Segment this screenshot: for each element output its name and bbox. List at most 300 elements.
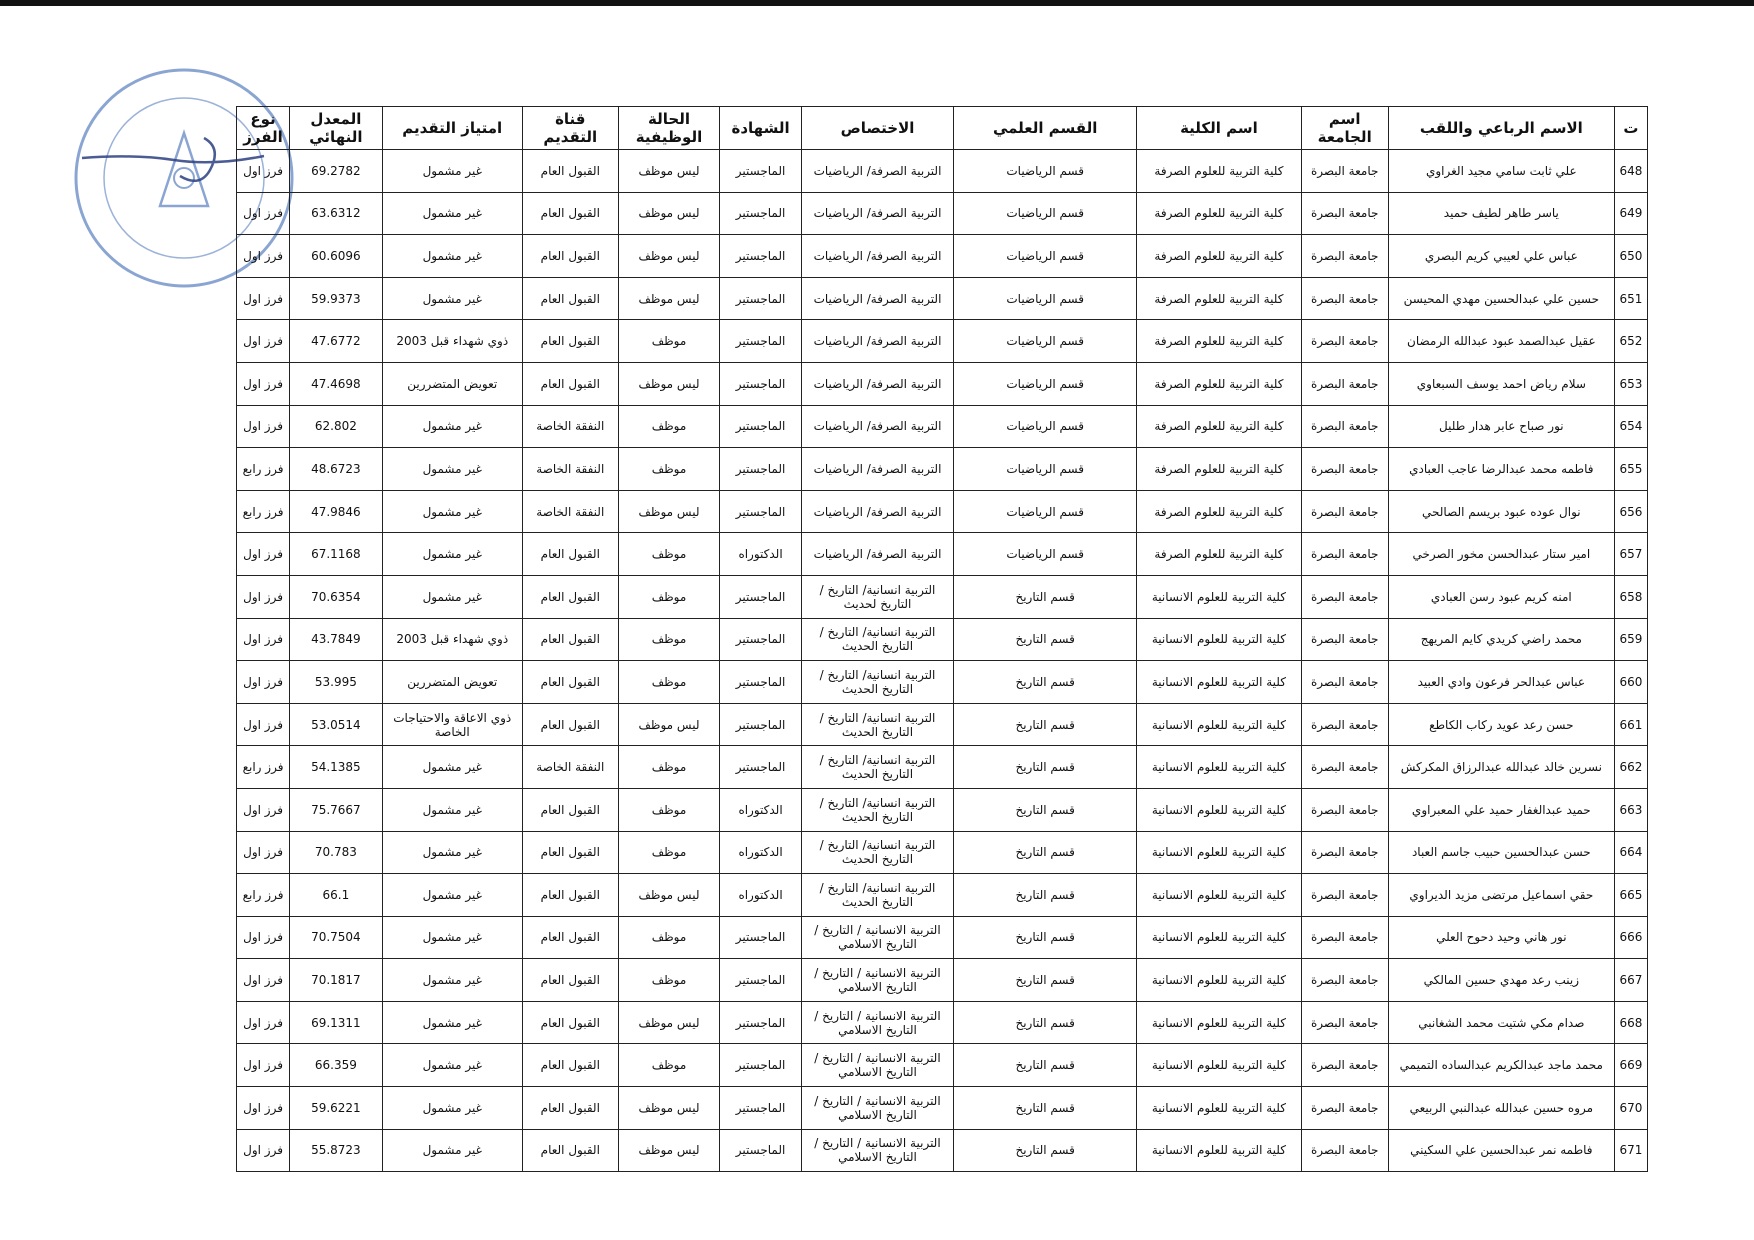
college-cell: كلية التربية للعلوم الصرفة bbox=[1137, 448, 1301, 491]
name-cell: ياسر طاهر لطيف حميد bbox=[1388, 192, 1614, 235]
department-cell: قسم التاريخ bbox=[954, 746, 1137, 789]
header-row bbox=[237, 107, 1648, 150]
privilege-cell: ذوي شهداء قبل 2003 bbox=[382, 320, 522, 363]
average-cell: 53.995 bbox=[290, 661, 383, 704]
sort-type-cell: فرز رابع bbox=[237, 874, 290, 917]
average-cell: 47.4698 bbox=[290, 362, 383, 405]
seq-cell: 666 bbox=[1614, 916, 1647, 959]
university-cell: جامعة البصرة bbox=[1301, 1129, 1388, 1172]
table-row bbox=[237, 831, 1648, 874]
sort-type-cell: فرز اول bbox=[237, 575, 290, 618]
department-cell: قسم التاريخ bbox=[954, 703, 1137, 746]
specialization-cell: التربية الانسانية / التاريخ / التاريخ الاسلامي bbox=[801, 959, 953, 1002]
average-cell: 55.8723 bbox=[290, 1129, 383, 1172]
name-cell: حسن عبدالحسين حبيب جاسم العباد bbox=[1388, 831, 1614, 874]
university-cell: جامعة البصرة bbox=[1301, 874, 1388, 917]
channel-cell: القبول العام bbox=[522, 1001, 618, 1044]
privilege-cell: غير مشمول bbox=[382, 1129, 522, 1172]
university-cell: جامعة البصرة bbox=[1301, 150, 1388, 193]
college-cell: كلية التربية للعلوم الانسانية bbox=[1137, 703, 1301, 746]
channel-cell: النفقة الخاصة bbox=[522, 405, 618, 448]
sort-type-cell: فرز اول bbox=[237, 277, 290, 320]
employment-cell: ليس موظف bbox=[618, 277, 719, 320]
department-cell: قسم التاريخ bbox=[954, 959, 1137, 1002]
sort-type-cell: فرز رابع bbox=[237, 490, 290, 533]
employment-cell: ليس موظف bbox=[618, 235, 719, 278]
degree-cell: الماجستير bbox=[720, 575, 802, 618]
average-cell: 43.7849 bbox=[290, 618, 383, 661]
channel-cell: القبول العام bbox=[522, 235, 618, 278]
department-cell: قسم الرياضيات bbox=[954, 192, 1137, 235]
average-cell: 69.2782 bbox=[290, 150, 383, 193]
channel-cell: القبول العام bbox=[522, 533, 618, 576]
channel-cell: القبول العام bbox=[522, 192, 618, 235]
table-row bbox=[237, 490, 1648, 533]
specialization-cell: التربية انسانية/ التاريخ / التاريخ الحديث bbox=[801, 703, 953, 746]
degree-cell: الماجستير bbox=[720, 1087, 802, 1130]
department-cell: قسم التاريخ bbox=[954, 1044, 1137, 1087]
name-cell: عباس علي لعيبي كريم البصري bbox=[1388, 235, 1614, 278]
university-cell: جامعة البصرة bbox=[1301, 405, 1388, 448]
sort-type-cell: فرز رابع bbox=[237, 448, 290, 491]
average-cell: 66.1 bbox=[290, 874, 383, 917]
specialization-cell: التربية الانسانية / التاريخ / التاريخ الاسلامي bbox=[801, 1087, 953, 1130]
table-row bbox=[237, 405, 1648, 448]
university-cell: جامعة البصرة bbox=[1301, 448, 1388, 491]
seq-cell: 656 bbox=[1614, 490, 1647, 533]
seq-cell: 657 bbox=[1614, 533, 1647, 576]
department-cell: قسم الرياضيات bbox=[954, 320, 1137, 363]
university-cell: جامعة البصرة bbox=[1301, 916, 1388, 959]
privilege-cell: غير مشمول bbox=[382, 405, 522, 448]
table-row bbox=[237, 448, 1648, 491]
channel-cell: النفقة الخاصة bbox=[522, 490, 618, 533]
col-header-department: القسم العلمي bbox=[954, 107, 1137, 150]
channel-cell: القبول العام bbox=[522, 916, 618, 959]
specialization-cell: التربية الصرفة/ الرياضيات bbox=[801, 405, 953, 448]
department-cell: قسم الرياضيات bbox=[954, 405, 1137, 448]
name-cell: زينب رعد مهدي حسين المالكي bbox=[1388, 959, 1614, 1002]
channel-cell: القبول العام bbox=[522, 874, 618, 917]
degree-cell: الماجستير bbox=[720, 150, 802, 193]
college-cell: كلية التربية للعلوم الانسانية bbox=[1137, 661, 1301, 704]
college-cell: كلية التربية للعلوم الصرفة bbox=[1137, 405, 1301, 448]
table-row bbox=[237, 1087, 1648, 1130]
channel-cell: القبول العام bbox=[522, 277, 618, 320]
seq-cell: 670 bbox=[1614, 1087, 1647, 1130]
table-row bbox=[237, 533, 1648, 576]
college-cell: كلية التربية للعلوم الانسانية bbox=[1137, 575, 1301, 618]
university-cell: جامعة البصرة bbox=[1301, 788, 1388, 831]
seq-cell: 669 bbox=[1614, 1044, 1647, 1087]
seq-cell: 659 bbox=[1614, 618, 1647, 661]
employment-cell: موظف bbox=[618, 320, 719, 363]
channel-cell: القبول العام bbox=[522, 959, 618, 1002]
degree-cell: الماجستير bbox=[720, 703, 802, 746]
employment-cell: ليس موظف bbox=[618, 874, 719, 917]
department-cell: قسم الرياضيات bbox=[954, 533, 1137, 576]
col-header-sort-type: نوع الفرز bbox=[237, 107, 290, 150]
privilege-cell: غير مشمول bbox=[382, 277, 522, 320]
specialization-cell: التربية الانسانية / التاريخ / التاريخ الاسلامي bbox=[801, 1044, 953, 1087]
employment-cell: موظف bbox=[618, 618, 719, 661]
name-cell: صدام مكي شتيت محمد الشغانبي bbox=[1388, 1001, 1614, 1044]
university-cell: جامعة البصرة bbox=[1301, 746, 1388, 789]
name-cell: مروه حسين عبدالله عبدالنبي الربيعي bbox=[1388, 1087, 1614, 1130]
privilege-cell: ذوي شهداء قبل 2003 bbox=[382, 618, 522, 661]
average-cell: 54.1385 bbox=[290, 746, 383, 789]
college-cell: كلية التربية للعلوم الصرفة bbox=[1137, 235, 1301, 278]
seq-cell: 652 bbox=[1614, 320, 1647, 363]
seq-cell: 658 bbox=[1614, 575, 1647, 618]
employment-cell: موظف bbox=[618, 1044, 719, 1087]
name-cell: فاطمه محمد عبدالرضا عاجب العبادي bbox=[1388, 448, 1614, 491]
employment-cell: موظف bbox=[618, 448, 719, 491]
employment-cell: موظف bbox=[618, 916, 719, 959]
department-cell: قسم التاريخ bbox=[954, 1087, 1137, 1130]
employment-cell: موظف bbox=[618, 405, 719, 448]
sort-type-cell: فرز اول bbox=[237, 661, 290, 704]
sort-type-cell: فرز اول bbox=[237, 362, 290, 405]
department-cell: قسم التاريخ bbox=[954, 874, 1137, 917]
specialization-cell: التربية الصرفة/ الرياضيات bbox=[801, 235, 953, 278]
name-cell: حقي اسماعيل مرتضى مزيد الديراوي bbox=[1388, 874, 1614, 917]
seq-cell: 648 bbox=[1614, 150, 1647, 193]
specialization-cell: التربية انسانية/ التاريخ / التاريخ الحديث bbox=[801, 746, 953, 789]
privilege-cell: غير مشمول bbox=[382, 490, 522, 533]
sort-type-cell: فرز اول bbox=[237, 703, 290, 746]
college-cell: كلية التربية للعلوم الانسانية bbox=[1137, 618, 1301, 661]
channel-cell: القبول العام bbox=[522, 1087, 618, 1130]
sort-type-cell: فرز اول bbox=[237, 320, 290, 363]
specialization-cell: التربية الصرفة/ الرياضيات bbox=[801, 277, 953, 320]
privilege-cell: غير مشمول bbox=[382, 788, 522, 831]
degree-cell: الماجستير bbox=[720, 1044, 802, 1087]
degree-cell: الماجستير bbox=[720, 1001, 802, 1044]
employment-cell: ليس موظف bbox=[618, 150, 719, 193]
seq-cell: 660 bbox=[1614, 661, 1647, 704]
college-cell: كلية التربية للعلوم الانسانية bbox=[1137, 1001, 1301, 1044]
privilege-cell: ذوي الاعاقة والاحتياجات الخاصة bbox=[382, 703, 522, 746]
privilege-cell: غير مشمول bbox=[382, 448, 522, 491]
sort-type-cell: فرز رابع bbox=[237, 746, 290, 789]
employment-cell: موظف bbox=[618, 661, 719, 704]
college-cell: كلية التربية للعلوم الانسانية bbox=[1137, 1129, 1301, 1172]
channel-cell: القبول العام bbox=[522, 320, 618, 363]
department-cell: قسم التاريخ bbox=[954, 661, 1137, 704]
degree-cell: الماجستير bbox=[720, 746, 802, 789]
department-cell: قسم الرياضيات bbox=[954, 150, 1137, 193]
average-cell: 47.9846 bbox=[290, 490, 383, 533]
college-cell: كلية التربية للعلوم الانسانية bbox=[1137, 874, 1301, 917]
average-cell: 70.1817 bbox=[290, 959, 383, 1002]
degree-cell: الدكتوراه bbox=[720, 831, 802, 874]
col-header-degree: الشهادة bbox=[720, 107, 802, 150]
specialization-cell: التربية الصرفة/ الرياضيات bbox=[801, 362, 953, 405]
table-row bbox=[237, 1001, 1648, 1044]
college-cell: كلية التربية للعلوم الصرفة bbox=[1137, 320, 1301, 363]
channel-cell: القبول العام bbox=[522, 1044, 618, 1087]
university-cell: جامعة البصرة bbox=[1301, 362, 1388, 405]
degree-cell: الماجستير bbox=[720, 405, 802, 448]
name-cell: فاطمه نمر عبدالحسين علي السكيني bbox=[1388, 1129, 1614, 1172]
table-body bbox=[237, 150, 1648, 1172]
channel-cell: القبول العام bbox=[522, 661, 618, 704]
name-cell: نسرين خالد عبدالله عبدالرزاق المكركش bbox=[1388, 746, 1614, 789]
specialization-cell: التربية الانسانية / التاريخ / التاريخ الاسلامي bbox=[801, 1001, 953, 1044]
privilege-cell: تعويض المتضررين bbox=[382, 362, 522, 405]
col-header-seq: ت bbox=[1614, 107, 1647, 150]
department-cell: قسم التاريخ bbox=[954, 575, 1137, 618]
college-cell: كلية التربية للعلوم الانسانية bbox=[1137, 788, 1301, 831]
department-cell: قسم الرياضيات bbox=[954, 235, 1137, 278]
average-cell: 69.1311 bbox=[290, 1001, 383, 1044]
degree-cell: الماجستير bbox=[720, 959, 802, 1002]
seq-cell: 650 bbox=[1614, 235, 1647, 278]
sort-type-cell: فرز اول bbox=[237, 1001, 290, 1044]
results-table bbox=[236, 106, 1648, 1172]
privilege-cell: غير مشمول bbox=[382, 575, 522, 618]
employment-cell: موظف bbox=[618, 788, 719, 831]
employment-cell: موظف bbox=[618, 533, 719, 576]
channel-cell: القبول العام bbox=[522, 362, 618, 405]
department-cell: قسم التاريخ bbox=[954, 788, 1137, 831]
university-cell: جامعة البصرة bbox=[1301, 1001, 1388, 1044]
department-cell: قسم التاريخ bbox=[954, 1129, 1137, 1172]
sort-type-cell: فرز اول bbox=[237, 1087, 290, 1130]
name-cell: نور صباح عابر هدار طليل bbox=[1388, 405, 1614, 448]
col-header-specialization: الاختصاص bbox=[801, 107, 953, 150]
specialization-cell: التربية انسانية/ التاريخ / التاريخ لحديث bbox=[801, 575, 953, 618]
seq-cell: 668 bbox=[1614, 1001, 1647, 1044]
average-cell: 70.7504 bbox=[290, 916, 383, 959]
table-row bbox=[237, 874, 1648, 917]
employment-cell: موظف bbox=[618, 831, 719, 874]
name-cell: حسين علي عبدالحسين مهدي المحيسن bbox=[1388, 277, 1614, 320]
channel-cell: النفقة الخاصة bbox=[522, 448, 618, 491]
sort-type-cell: فرز اول bbox=[237, 235, 290, 278]
university-cell: جامعة البصرة bbox=[1301, 192, 1388, 235]
name-cell: محمد ماجد عبدالكريم عبدالساده التميمي bbox=[1388, 1044, 1614, 1087]
table-row bbox=[237, 703, 1648, 746]
university-cell: جامعة البصرة bbox=[1301, 277, 1388, 320]
sort-type-cell: فرز اول bbox=[237, 405, 290, 448]
department-cell: قسم التاريخ bbox=[954, 1001, 1137, 1044]
privilege-cell: غير مشمول bbox=[382, 1044, 522, 1087]
college-cell: كلية التربية للعلوم الصرفة bbox=[1137, 490, 1301, 533]
specialization-cell: التربية الصرفة/ الرياضيات bbox=[801, 448, 953, 491]
university-cell: جامعة البصرة bbox=[1301, 661, 1388, 704]
average-cell: 62.802 bbox=[290, 405, 383, 448]
sort-type-cell: فرز اول bbox=[237, 1044, 290, 1087]
university-cell: جامعة البصرة bbox=[1301, 831, 1388, 874]
privilege-cell: غير مشمول bbox=[382, 192, 522, 235]
channel-cell: القبول العام bbox=[522, 618, 618, 661]
name-cell: عباس عبدالحر فرعون وادي العبيد bbox=[1388, 661, 1614, 704]
average-cell: 59.9373 bbox=[290, 277, 383, 320]
channel-cell: القبول العام bbox=[522, 575, 618, 618]
col-header-employment: الحالة الوظيفية bbox=[618, 107, 719, 150]
table-row bbox=[237, 1044, 1648, 1087]
table-row bbox=[237, 362, 1648, 405]
privilege-cell: غير مشمول bbox=[382, 1001, 522, 1044]
specialization-cell: التربية انسانية/ التاريخ / التاريخ الحديث bbox=[801, 831, 953, 874]
col-header-final-average: المعدل النهائي bbox=[290, 107, 383, 150]
average-cell: 47.6772 bbox=[290, 320, 383, 363]
employment-cell: موظف bbox=[618, 959, 719, 1002]
table-row bbox=[237, 1129, 1648, 1172]
employment-cell: موظف bbox=[618, 575, 719, 618]
employment-cell: ليس موظف bbox=[618, 1001, 719, 1044]
specialization-cell: التربية انسانية/ التاريخ / التاريخ الحديث bbox=[801, 661, 953, 704]
seq-cell: 651 bbox=[1614, 277, 1647, 320]
seq-cell: 667 bbox=[1614, 959, 1647, 1002]
table-row bbox=[237, 916, 1648, 959]
university-cell: جامعة البصرة bbox=[1301, 703, 1388, 746]
degree-cell: الماجستير bbox=[720, 192, 802, 235]
department-cell: قسم الرياضيات bbox=[954, 277, 1137, 320]
seq-cell: 663 bbox=[1614, 788, 1647, 831]
channel-cell: القبول العام bbox=[522, 1129, 618, 1172]
privilege-cell: غير مشمول bbox=[382, 235, 522, 278]
col-header-channel: قناة التقديم bbox=[522, 107, 618, 150]
university-cell: جامعة البصرة bbox=[1301, 575, 1388, 618]
average-cell: 63.6312 bbox=[290, 192, 383, 235]
degree-cell: الدكتوراه bbox=[720, 788, 802, 831]
specialization-cell: التربية الصرفة/ الرياضيات bbox=[801, 150, 953, 193]
privilege-cell: غير مشمول bbox=[382, 1087, 522, 1130]
specialization-cell: التربية الصرفة/ الرياضيات bbox=[801, 192, 953, 235]
employment-cell: ليس موظف bbox=[618, 1129, 719, 1172]
specialization-cell: التربية انسانية/ التاريخ / التاريخ الحديث bbox=[801, 788, 953, 831]
table-row bbox=[237, 320, 1648, 363]
privilege-cell: تعويض المتضررين bbox=[382, 661, 522, 704]
seq-cell: 655 bbox=[1614, 448, 1647, 491]
department-cell: قسم التاريخ bbox=[954, 831, 1137, 874]
specialization-cell: التربية الصرفة/ الرياضيات bbox=[801, 490, 953, 533]
channel-cell: القبول العام bbox=[522, 703, 618, 746]
university-cell: جامعة البصرة bbox=[1301, 235, 1388, 278]
department-cell: قسم التاريخ bbox=[954, 916, 1137, 959]
degree-cell: الماجستير bbox=[720, 618, 802, 661]
average-cell: 53.0514 bbox=[290, 703, 383, 746]
table-row bbox=[237, 575, 1648, 618]
channel-cell: القبول العام bbox=[522, 831, 618, 874]
department-cell: قسم التاريخ bbox=[954, 618, 1137, 661]
privilege-cell: غير مشمول bbox=[382, 150, 522, 193]
name-cell: نوال عوده عبود بريسم الصالحي bbox=[1388, 490, 1614, 533]
employment-cell: ليس موظف bbox=[618, 362, 719, 405]
specialization-cell: التربية انسانية/ التاريخ / التاريخ الحديث bbox=[801, 618, 953, 661]
seq-cell: 662 bbox=[1614, 746, 1647, 789]
average-cell: 70.783 bbox=[290, 831, 383, 874]
college-cell: كلية التربية للعلوم الانسانية bbox=[1137, 959, 1301, 1002]
specialization-cell: التربية الانسانية / التاريخ / التاريخ الاسلامي bbox=[801, 1129, 953, 1172]
seq-cell: 653 bbox=[1614, 362, 1647, 405]
university-cell: جامعة البصرة bbox=[1301, 533, 1388, 576]
privilege-cell: غير مشمول bbox=[382, 959, 522, 1002]
college-cell: كلية التربية للعلوم الانسانية bbox=[1137, 746, 1301, 789]
privilege-cell: غير مشمول bbox=[382, 874, 522, 917]
table-row bbox=[237, 150, 1648, 193]
seq-cell: 665 bbox=[1614, 874, 1647, 917]
university-cell: جامعة البصرة bbox=[1301, 490, 1388, 533]
table-row bbox=[237, 618, 1648, 661]
employment-cell: ليس موظف bbox=[618, 490, 719, 533]
college-cell: كلية التربية للعلوم الصرفة bbox=[1137, 192, 1301, 235]
privilege-cell: غير مشمول bbox=[382, 533, 522, 576]
average-cell: 75.7667 bbox=[290, 788, 383, 831]
university-cell: جامعة البصرة bbox=[1301, 320, 1388, 363]
employment-cell: ليس موظف bbox=[618, 192, 719, 235]
table-row bbox=[237, 277, 1648, 320]
top-scan-border bbox=[0, 0, 1754, 6]
table-row bbox=[237, 192, 1648, 235]
col-header-college: اسم الكلية bbox=[1137, 107, 1301, 150]
table-row bbox=[237, 746, 1648, 789]
college-cell: كلية التربية للعلوم الصرفة bbox=[1137, 150, 1301, 193]
sort-type-cell: فرز اول bbox=[237, 959, 290, 1002]
degree-cell: الماجستير bbox=[720, 661, 802, 704]
seq-cell: 664 bbox=[1614, 831, 1647, 874]
table-row bbox=[237, 959, 1648, 1002]
university-cell: جامعة البصرة bbox=[1301, 1044, 1388, 1087]
department-cell: قسم الرياضيات bbox=[954, 448, 1137, 491]
college-cell: كلية التربية للعلوم الصرفة bbox=[1137, 277, 1301, 320]
college-cell: كلية التربية للعلوم الصرفة bbox=[1137, 362, 1301, 405]
name-cell: نور هاني وحيد دحوح العلي bbox=[1388, 916, 1614, 959]
name-cell: سلام رياض احمد يوسف السبعاوي bbox=[1388, 362, 1614, 405]
privilege-cell: غير مشمول bbox=[382, 916, 522, 959]
seq-cell: 661 bbox=[1614, 703, 1647, 746]
sort-type-cell: فرز اول bbox=[237, 192, 290, 235]
name-cell: امنه كريم عبود رسن العبادي bbox=[1388, 575, 1614, 618]
sort-type-cell: فرز اول bbox=[237, 916, 290, 959]
department-cell: قسم الرياضيات bbox=[954, 362, 1137, 405]
specialization-cell: التربية انسانية/ التاريخ / التاريخ الحديث bbox=[801, 874, 953, 917]
table-row bbox=[237, 235, 1648, 278]
college-cell: كلية التربية للعلوم الانسانية bbox=[1137, 1044, 1301, 1087]
degree-cell: الماجستير bbox=[720, 277, 802, 320]
name-cell: حميد عبدالغفار حميد علي المعبراوي bbox=[1388, 788, 1614, 831]
col-header-privilege: امتياز التقديم bbox=[382, 107, 522, 150]
stamp-emblem-icon bbox=[160, 133, 208, 206]
degree-cell: الدكتوراه bbox=[720, 874, 802, 917]
table-row bbox=[237, 661, 1648, 704]
name-cell: محمد راضي كريدي كايم المريهج bbox=[1388, 618, 1614, 661]
name-cell: امير ستار عبدالحسن مخور الصرخي bbox=[1388, 533, 1614, 576]
average-cell: 67.1168 bbox=[290, 533, 383, 576]
degree-cell: الماجستير bbox=[720, 916, 802, 959]
sort-type-cell: فرز اول bbox=[237, 788, 290, 831]
employment-cell: ليس موظف bbox=[618, 1087, 719, 1130]
degree-cell: الماجستير bbox=[720, 320, 802, 363]
name-cell: عقيل عبدالصمد عبود عبدالله الرمضان bbox=[1388, 320, 1614, 363]
channel-cell: النفقة الخاصة bbox=[522, 746, 618, 789]
degree-cell: الماجستير bbox=[720, 448, 802, 491]
university-cell: جامعة البصرة bbox=[1301, 1087, 1388, 1130]
sort-type-cell: فرز اول bbox=[237, 150, 290, 193]
col-header-university: اسم الجامعة bbox=[1301, 107, 1388, 150]
col-header-name: الاسم الرباعي واللقب bbox=[1388, 107, 1614, 150]
sort-type-cell: فرز اول bbox=[237, 831, 290, 874]
university-cell: جامعة البصرة bbox=[1301, 618, 1388, 661]
channel-cell: القبول العام bbox=[522, 788, 618, 831]
college-cell: كلية التربية للعلوم الانسانية bbox=[1137, 1087, 1301, 1130]
specialization-cell: التربية الصرفة/ الرياضيات bbox=[801, 533, 953, 576]
degree-cell: الماجستير bbox=[720, 1129, 802, 1172]
department-cell: قسم الرياضيات bbox=[954, 490, 1137, 533]
